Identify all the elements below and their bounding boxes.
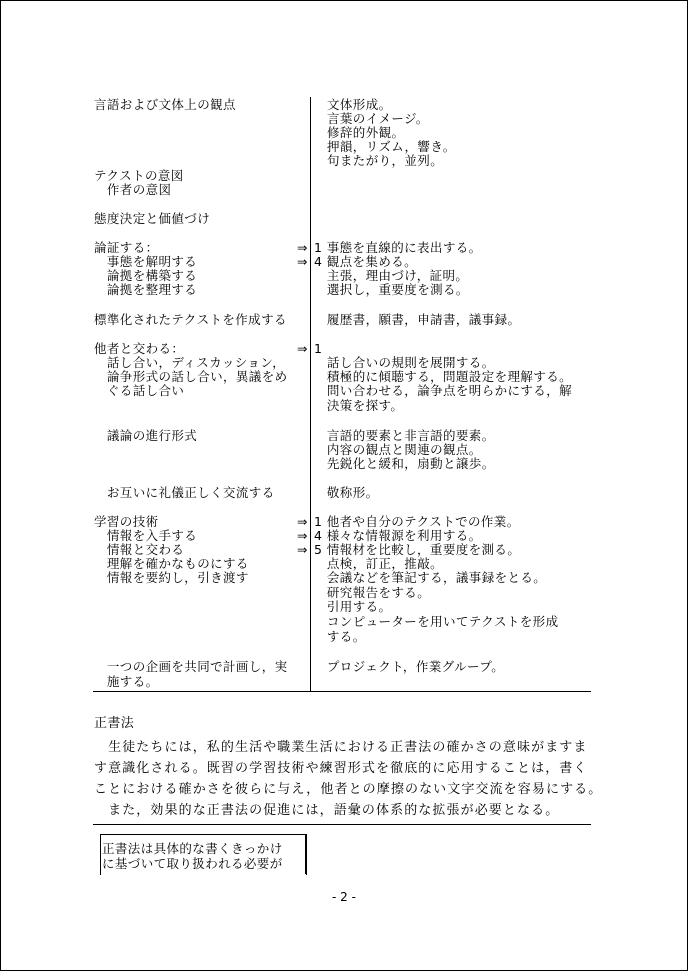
right-cell-text: 1 事態を直線的に表出する。 <box>314 240 482 255</box>
section-rule <box>93 824 591 825</box>
box-text-line: 正書法は具体的な書くきっかけ <box>102 841 283 856</box>
arrow-icon: ⇒ <box>297 254 308 269</box>
right-cell-text: 4 様々な情報源を利用する。 <box>314 528 482 543</box>
right-cell-text: 1 他者や自分のテクストでの作業。 <box>314 514 520 529</box>
right-cell-text: 研究報告をする。 <box>314 585 431 600</box>
left-cell-text: 施する。 <box>94 674 159 689</box>
left-cell-argue: 論証する： <box>94 240 159 255</box>
left-cell-interact: 他者と交わる： <box>94 341 185 356</box>
page-number: - 2 - <box>332 890 356 904</box>
arrow-icon: ⇒ <box>297 240 308 255</box>
right-cell-text: 主張，理由づけ，証明。 <box>314 268 469 283</box>
arrow-icon: ⇒ <box>297 341 308 356</box>
right-cell-text: 修辞的外観。 <box>327 125 405 140</box>
left-cell-courtesy: お互いに礼儀正しく交流する <box>94 485 275 500</box>
right-cell-text: コンピューターを用いてテクストを形成 <box>314 614 559 629</box>
left-cell-text: 論争形式の話し合い，異議をめ <box>94 369 288 384</box>
right-cell-text: 先鋭化と緩和，扇動と譲歩。 <box>314 456 495 471</box>
paragraph-line: また，効果的な正書法の促進には，語彙の体系的な拡張が必要となる。 <box>94 803 560 818</box>
right-cell-text: 5 情報材を比較し，重要度を測る。 <box>314 542 521 557</box>
left-cell-attitude: 態度決定と価値づけ <box>94 211 211 226</box>
left-cell-discussion-format: 議論の進行形式 <box>94 428 198 443</box>
left-cell-text: 論拠を構築する <box>94 268 198 283</box>
right-cell-text: 言葉のイメージ。 <box>327 111 429 126</box>
paragraph-line: す意識化される。既習の学習技術や練習形式を徹底的に応用することは，書く <box>94 761 588 776</box>
box-divider <box>305 834 306 874</box>
left-cell-standardized: 標準化されたテクストを作成する <box>94 312 287 327</box>
right-cell-text: 内容の観点と関連の観点。 <box>314 442 482 457</box>
left-cell-author-intent: 作者の意図 <box>94 182 172 197</box>
section-title: 正書法 <box>94 716 135 731</box>
left-cell-text: ぐる話し合い <box>94 383 185 398</box>
right-cell-text: 問い合わせる，論争点を明らかにする，解 <box>314 383 573 398</box>
column-divider <box>310 97 311 691</box>
left-cell-text: 話し合い，ディスカッション， <box>94 355 286 370</box>
right-cell-text: 4 観点を集める。 <box>314 254 418 269</box>
left-cell-text: 理解を確かなものにする <box>94 556 249 571</box>
right-cell-text: 引用する。 <box>314 599 392 614</box>
arrow-icon: ⇒ <box>297 528 308 543</box>
paragraph-line: ことにおける確かさを彼らに与え，他者との摩擦のない文字交流を容易にする。 <box>94 782 603 797</box>
right-cell-text: 話し合いの規則を展開する。 <box>314 355 495 370</box>
arrow-icon: ⇒ <box>297 514 308 529</box>
left-cell-learning-technique: 学習の技術 <box>94 514 159 529</box>
right-cell-text: 言語的要素と非言語的要素。 <box>314 428 495 443</box>
right-cell-text: 決策を探す。 <box>314 398 404 413</box>
arrow-icon: ⇒ <box>297 542 308 557</box>
right-cell-text: 積極的に傾聴する，問題設定を理解する。 <box>314 369 573 384</box>
right-cell-text: 会議などを筆記する，議事録をとる。 <box>314 570 547 585</box>
left-cell-text: 論拠を整理する <box>94 282 198 297</box>
right-cell-text: 文体形成。 <box>327 97 392 112</box>
right-cell-text: 履歴書，願書，申請書，議事録。 <box>314 312 521 327</box>
right-cell-text: 1 <box>314 341 323 356</box>
right-cell-text: する。 <box>314 629 366 644</box>
left-cell-text: 情報を要約し，引き渡す <box>94 570 249 585</box>
left-cell-language-style: 言語および文体上の観点 <box>94 97 236 112</box>
table-bottom-rule <box>93 691 591 692</box>
right-cell-text: 句またがり，並列。 <box>327 153 444 168</box>
left-cell-text: 情報と交わる <box>94 542 185 557</box>
right-cell-text: 点検，訂正，推敲。 <box>314 556 444 571</box>
left-cell-text: 情報を入手する <box>94 528 198 543</box>
left-cell-text-intent: テクストの意図 <box>94 168 184 183</box>
left-cell-text: 事態を解明する <box>94 254 198 269</box>
box-text-line: に基づいて取り扱われる必要が <box>102 856 283 871</box>
right-cell-text: プロジェクト，作業グループ。 <box>314 659 505 674</box>
right-cell-text: 押韻，リズム，響き。 <box>327 139 456 154</box>
right-cell-text: 敬称形。 <box>314 485 379 500</box>
right-cell-text: 選択し，重要度を測る。 <box>314 282 469 297</box>
left-cell-project: 一つの企画を共同で計画し，実 <box>94 659 288 674</box>
paragraph-line: 生徒たちには，私的生活や職業生活における正書法の確かさの意味がますま <box>94 740 588 755</box>
